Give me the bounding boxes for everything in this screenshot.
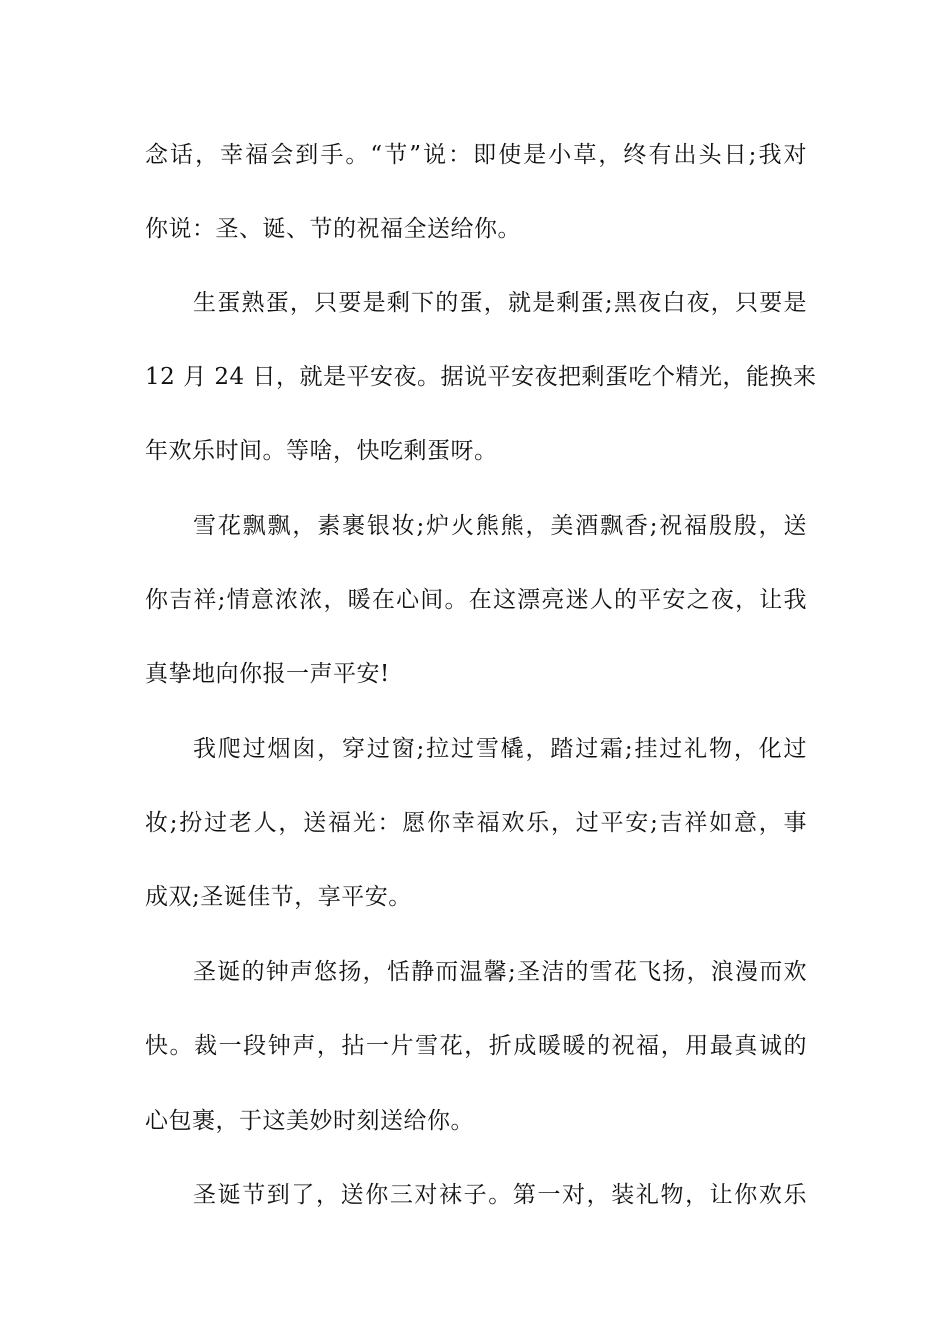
text-line: 真挚地向你报一声平安! (145, 661, 390, 687)
paragraph-start-line: 圣诞节到了，送你三对袜子。第一对，装礼物，让你欢乐 (193, 1182, 807, 1208)
text-line: 你吉祥;情意浓浓，暖在心间。在这漂亮迷人的平安之夜，让我 (145, 587, 807, 613)
paragraph-start-line: 圣诞的钟声悠扬，恬静而温馨;圣洁的雪花飞扬，浪漫而欢 (193, 959, 807, 985)
text-line: 12 月 24 日，就是平安夜。据说平安夜把剩蛋吃个精光，能换来 (145, 364, 817, 390)
text-line: 你说：圣、诞、节的祝福全送给你。 (145, 216, 521, 242)
text-line: 妆;扮过老人，送福光：愿你幸福欢乐，过平安;吉祥如意，事 (145, 810, 807, 836)
paragraph-start-line: 雪花飘飘，素裹银妆;炉火熊熊，美酒飘香;祝福殷殷，送 (193, 513, 807, 539)
text-line: 成双;圣诞佳节，享平安。 (145, 884, 412, 910)
paragraph-start-line: 我爬过烟囱，穿过窗;拉过雪橇，踏过霜;挂过礼物，化过 (193, 736, 807, 762)
text-line: 快。裁一段钟声，拈一片雪花，折成暖暖的祝福，用最真诚的 (145, 1033, 807, 1059)
text-line: 年欢乐时间。等啥，快吃剩蛋呀。 (145, 438, 498, 464)
text-line: 念话，幸福会到手。“节”说：即使是小草，终有出头日;我对 (145, 142, 807, 168)
text-line: 心包裹，于这美妙时刻送给你。 (145, 1108, 474, 1134)
paragraph-start-line: 生蛋熟蛋，只要是剩下的蛋，就是剩蛋;黑夜白夜，只要是 (193, 290, 807, 316)
